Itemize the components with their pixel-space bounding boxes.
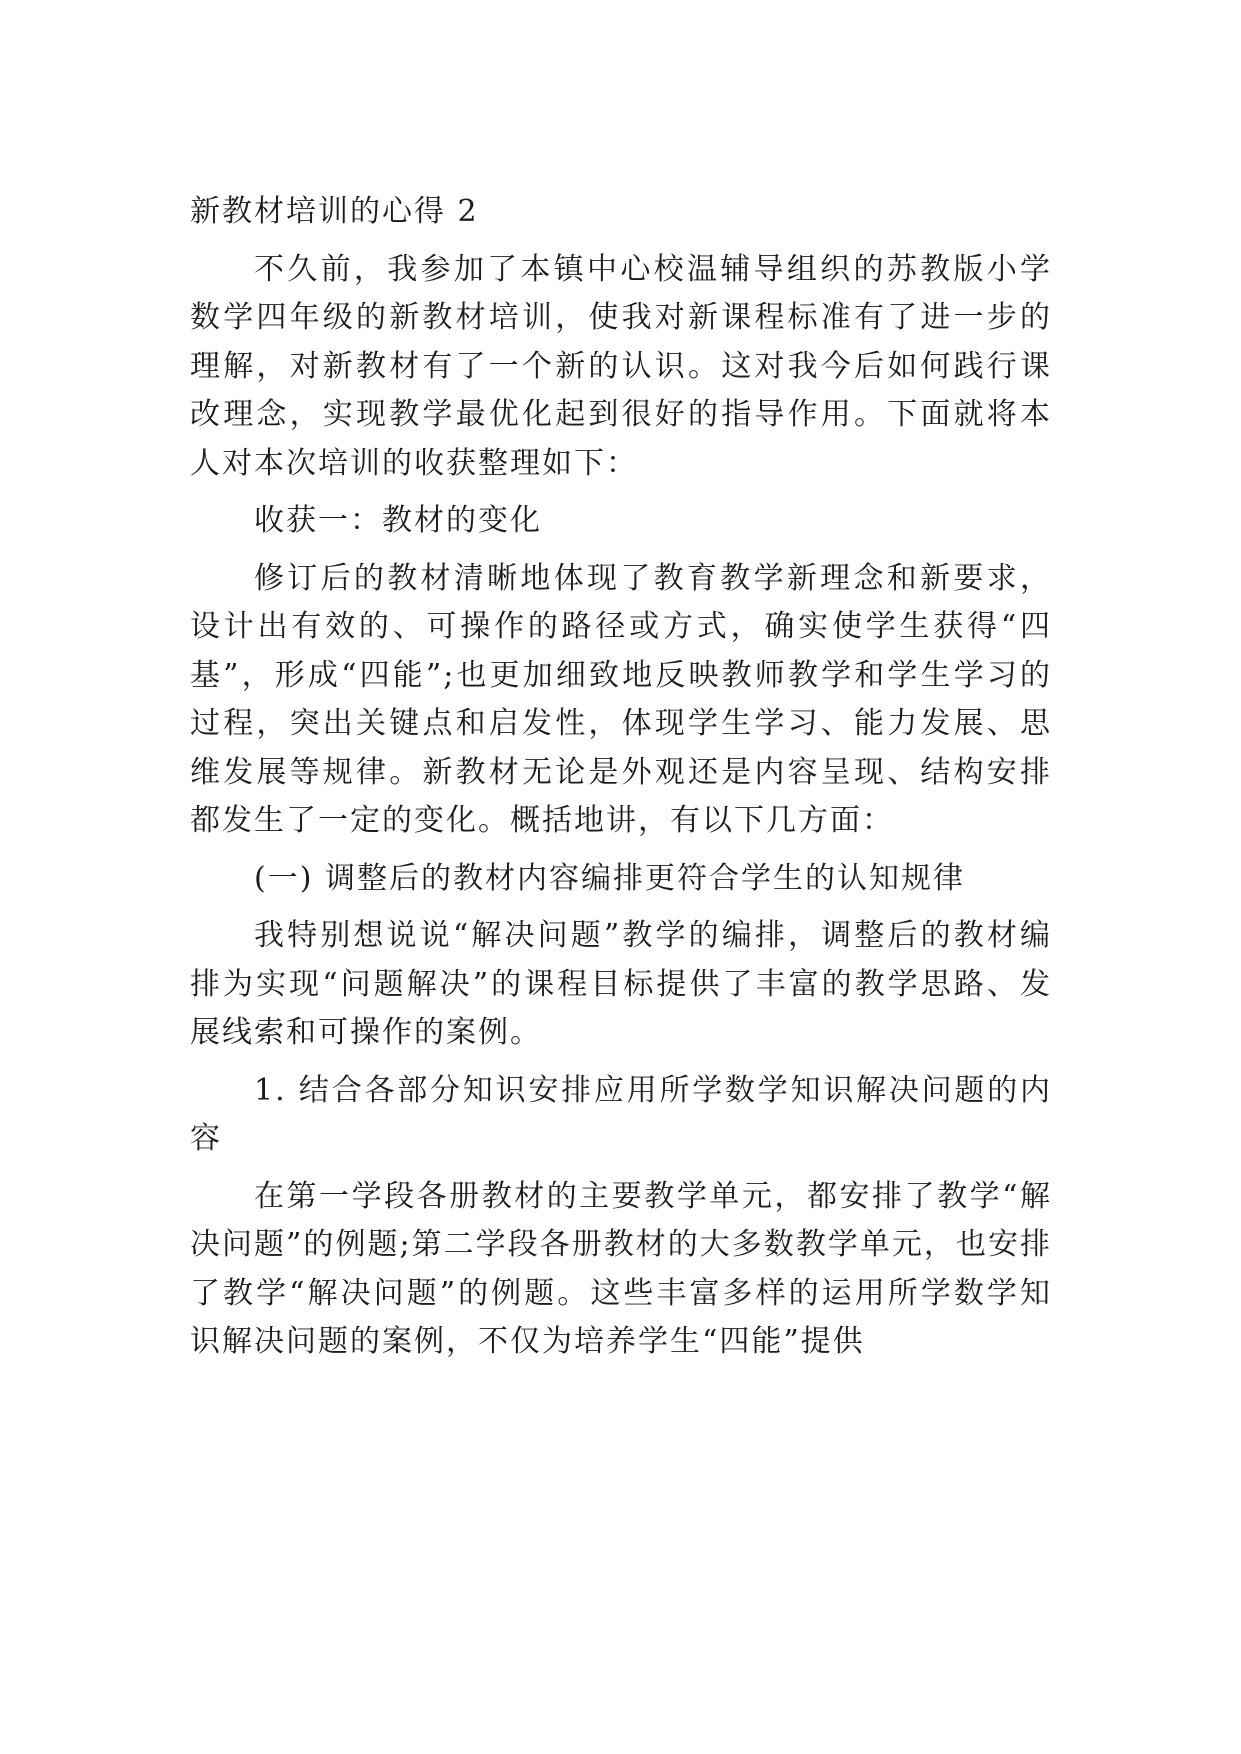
document-body [190,188,1052,1376]
paragraph-first-stage: 在第一学段各册教材的主要教学单元，都安排了教学“解决问题”的例题;第二学段各册教材的大多数教学单元，也安排了教学“解决问题”的例题。这些丰富多样的运用所学数学知识解决问题的案例，不仅为培养学生“四能”提供 [190,1178,1052,1359]
paragraph-textbook-changes: 修订后的教材清晰地体现了教育教学新理念和新要求，设计出有效的、可操作的路径或方式，确实使学生获得“四基”，形成“四能”;也更加细致地反映教师教学和学生学习的过程，突出关键点和启发性，体现学生学习、能力发展、思维发展等规律。新教材无论是外观还是内容呈现、结构安排都发生了一定的变化。概括地讲，有以下几方面： [190,560,1052,838]
section-heading-gain-one: 收获一：教材的变化 [254,503,542,538]
paragraph-problem-solving: 我特别想说说“解决问题”教学的编排，调整后的教材编排为实现“问题解决”的课程目标提供了丰富的教学思路、发展线索和可操作的案例。 [190,918,1052,1050]
paragraph-point-one: 1. 结合各部分知识安排应用所学数学知识解决问题的内容 [190,1072,1052,1156]
document-title: 新教材培训的心得 2 [190,194,479,229]
subsection-heading-one: (一) 调整后的教材内容编排更符合学生的认知规律 [254,860,965,896]
paragraph-intro: 不久前，我参加了本镇中心校温辅导组织的苏教版小学数学四年级的新教材培训，使我对新课程标准有了进一步的理解，对新教材有了一个新的认识。这对我今后如何践行课改理念，实现教学最优化起到很好的指导作用。下面就将本人对本次培训的收获整理如下： [190,251,1052,481]
